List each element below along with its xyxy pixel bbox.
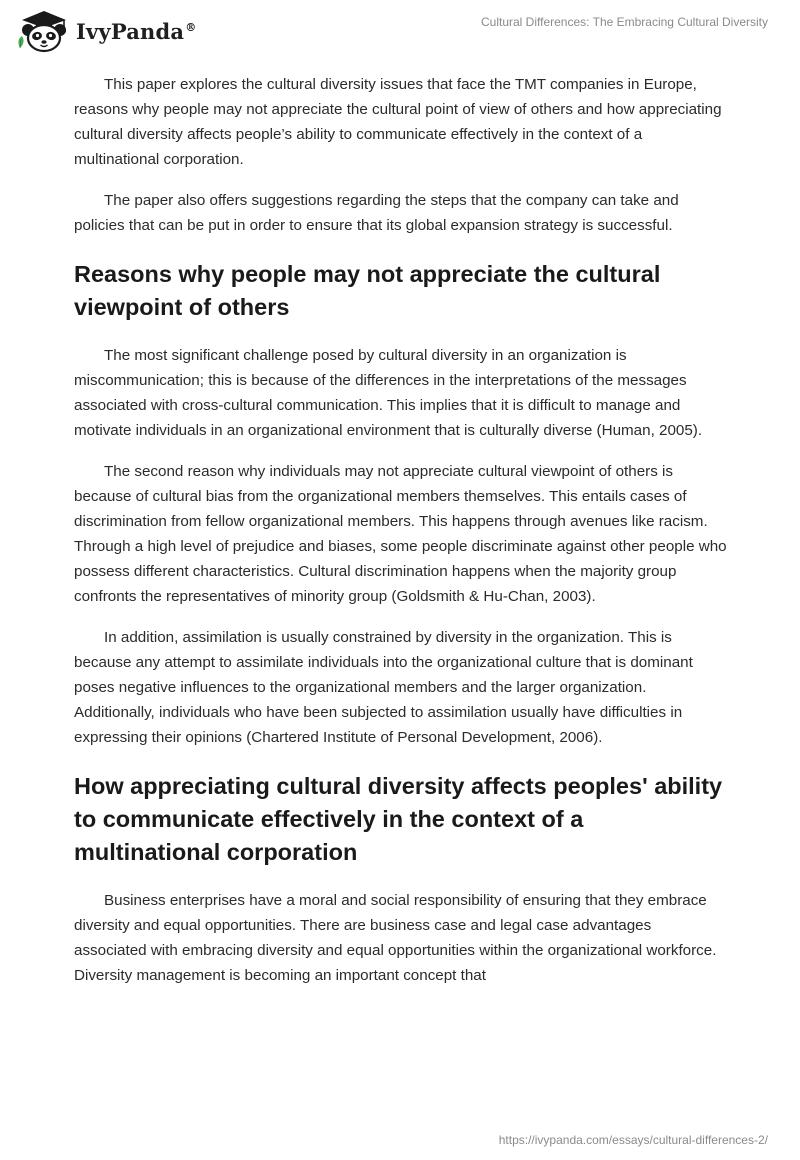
source-url[interactable]: https://ivypanda.com/essays/cultural-differences-2/ (498, 1133, 768, 1147)
paragraph: The second reason why individuals may not appreciate cultural viewpoint of others is because of cultural bias from the organizational members themselves. This entails cases of discrimination from fellow organizational members. This happens through avenues like racism. Through a high level of prejudice and biases, some people discriminate against other people who possess different characteristics. Cultural discrimination happens when the majority group confronts the representatives of minority group (Goldsmith & Hu-Chan, 2003). (74, 463, 727, 605)
paragraph: The paper also offers suggestions regarding the steps that the company can take and policies that can be put in order to ensure that its global expansion strategy is successful. (74, 192, 679, 234)
paragraph: The most significant challenge posed by cultural diversity in an organization is miscommunication; this is because of the differences in the interpretations of the messages associated with cross-cultural communication. This implies that it is difficult to manage and motivate individuals in an organizational environment that is culturally diverse (Human, 2005). (74, 347, 703, 439)
section-heading: Reasons why people may not appreciate the cultural viewpoint of others (74, 261, 661, 320)
paragraph: Business enterprises have a moral and social responsibility of ensuring that they embrace diversity and equal opportunities. There are business case and legal case advantages associated with embracing diversity and equal opportunities within the organizational workforce. Diversity management is becoming an important concept that (74, 892, 717, 984)
paragraph: This paper explores the cultural diversity issues that face the TMT companies in Europe, reasons why people may not appreciate the cultural point of view of others and how appreciating cultural diversity affects people’s ability to communicate effectively in the context of a multinational corporation. (74, 76, 722, 168)
article-body (74, 72, 728, 1004)
paragraph: In addition, assimilation is usually constrained by diversity in the organization. This is because any attempt to assimilate individuals into the organizational culture that is dominant poses negative influences to the organizational members and the larger organization. Additionally, individuals who have been subjected to assimilation usually have difficulties in expressing their opinions (Chartered Institute of Personal Development, 2006). (74, 629, 693, 746)
document-title: Cultural Differences: The Embracing Cultural Diversity (481, 15, 768, 29)
section-heading: How appreciating cultural diversity affects peoples' ability to communicate effectively in the context of a multinational corporation (74, 773, 723, 865)
page-header (0, 0, 800, 64)
brand-name: IvyPanda® (76, 18, 197, 44)
panda-graduation-cap-icon (14, 8, 70, 54)
brand-logo[interactable] (14, 8, 196, 54)
